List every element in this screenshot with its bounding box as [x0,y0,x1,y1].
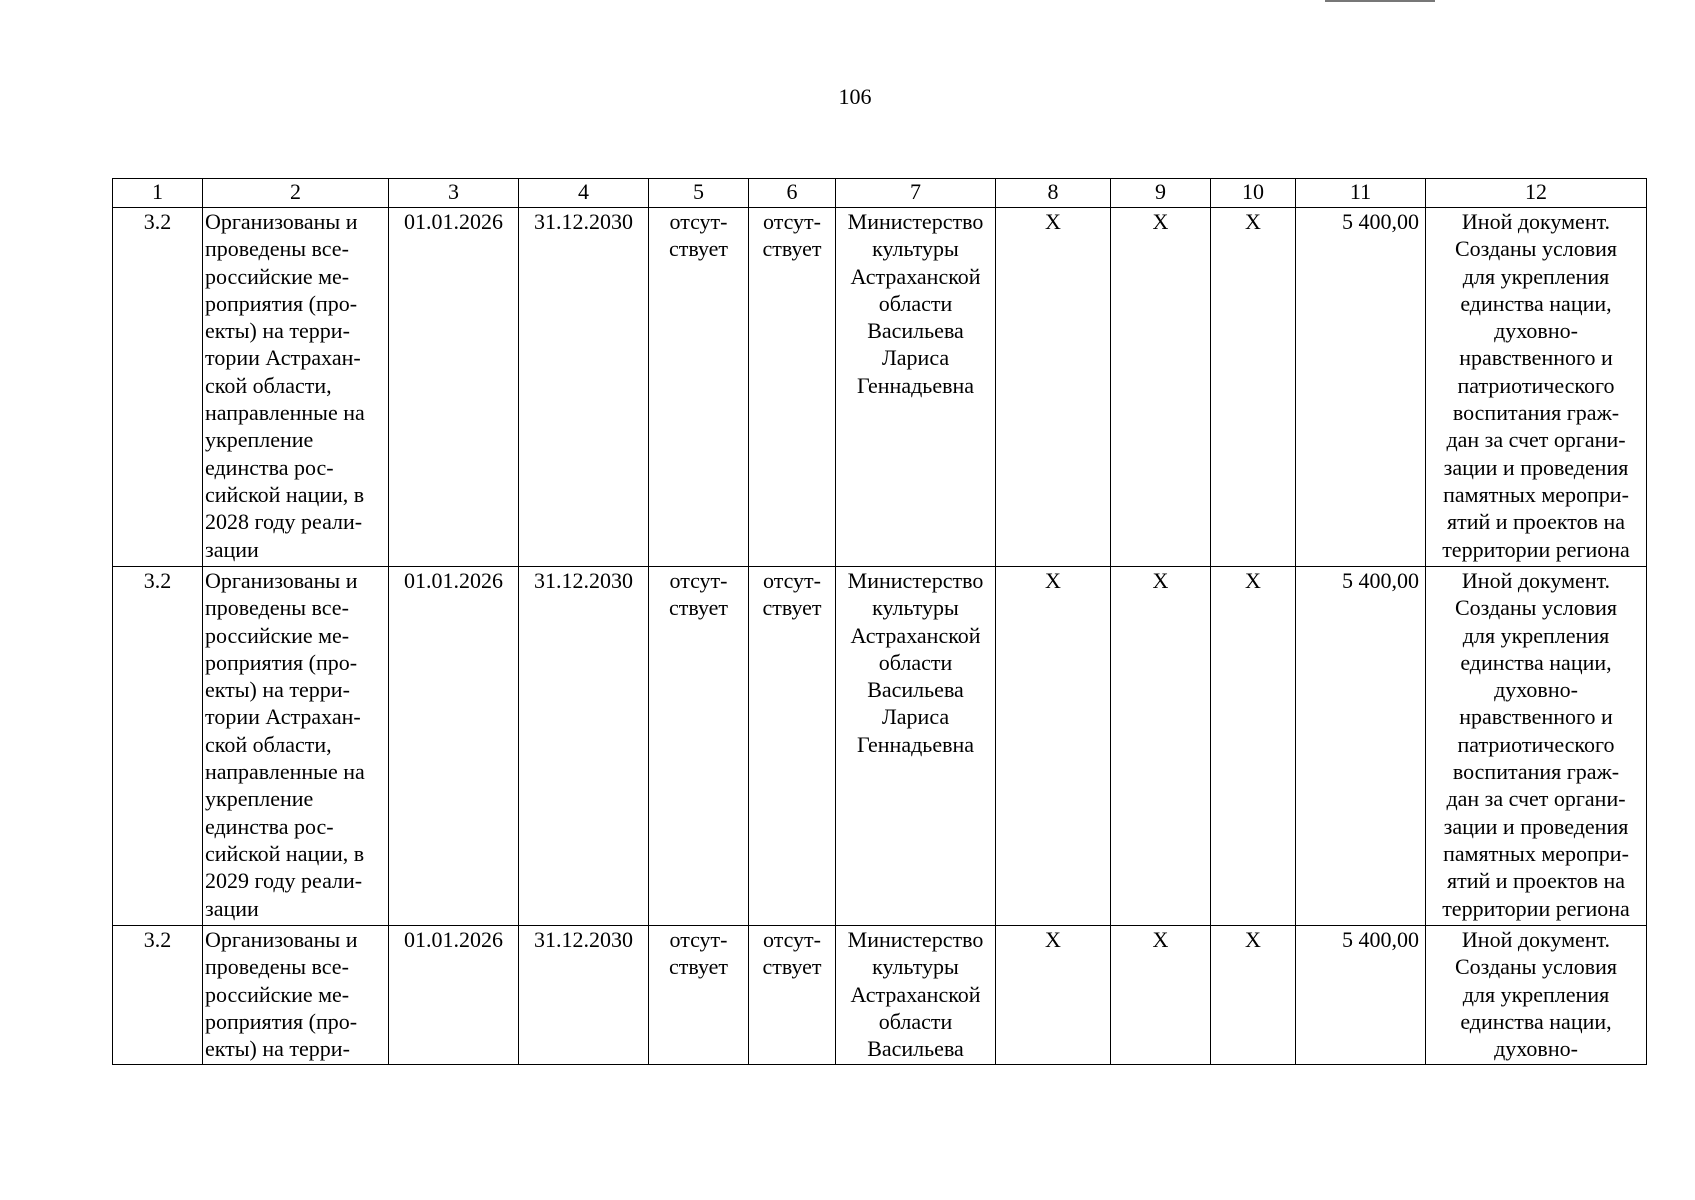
cell-text-line: российские ме- [205,622,350,648]
column-6-cell [749,567,836,926]
amount-cell: 5 400,00 [1296,926,1426,1065]
cell-text-line: дан за счет органи- [1446,427,1626,453]
column-10-cell: X [1211,567,1296,926]
document-cell [1426,926,1647,1065]
cell-text-line: воспитания граж- [1452,400,1620,426]
column-header: 6 [749,179,836,208]
cell-text-line: нравственного и [1459,704,1613,730]
cell-text-line: екты) на терри- [205,1036,350,1062]
cell-text-line: Иной документ. [1461,568,1611,593]
cell-text-line: Астраханской [850,981,981,1007]
column-header: 4 [519,179,649,208]
row-number-cell: 3.2 [113,567,203,926]
cell-text-line: ствует [668,236,729,262]
cell-text-line: Васильева [867,1036,964,1062]
cell-text-line: ятий и проектов на [1446,868,1625,894]
cell-text-line: ствует [762,595,822,621]
cell-text-line: направленные на [205,759,365,785]
cell-text-line: духовно- [1494,677,1578,703]
cell-text-line: культуры [872,595,959,621]
cell-text-line: Министерство [847,927,984,952]
cell-text-line: российские ме- [205,981,350,1007]
cell-text-line: 2029 году реали- [205,868,363,894]
amount-cell: 5 400,00 [1296,567,1426,926]
cell-text-line: проведены все- [205,595,349,621]
column-6-cell [749,926,836,1065]
cell-text-line: отсут- [669,209,728,234]
cell-text-line: духовно- [1494,1036,1578,1062]
cell-text-line: проведены все- [205,236,349,262]
cell-text-line: ствует [762,954,822,980]
cell-text-line: культуры [872,954,959,980]
column-8-cell: X [996,208,1111,567]
cell-text-line: дан за счет органи- [1446,786,1626,812]
cell-text-line: Геннадьевна [856,372,975,398]
cell-text-line: отсут- [669,568,728,593]
row-number-cell: 3.2 [113,208,203,567]
cell-text-line: Васильева [867,677,964,703]
cell-text-line: Иной документ. [1461,209,1611,234]
cell-text-line: области [878,1008,953,1034]
cell-text-line: Созданы условия [1454,595,1617,621]
row-number-cell: 3.2 [113,926,203,1065]
cell-text-line: Астраханской [850,622,981,648]
cell-text-line: единства рос- [205,813,334,839]
cell-text-line: ской области, [205,372,332,398]
amount-cell: 5 400,00 [1296,208,1426,567]
start-date-cell: 01.01.2026 [389,567,519,926]
column-header: 9 [1111,179,1211,208]
column-9-cell: X [1111,567,1211,926]
cell-text-line: единства нации, [1460,649,1612,675]
cell-text-line: Геннадьевна [856,731,975,757]
cell-text-line: территории региона [1442,536,1630,562]
cell-text-line: Организованы и [205,209,358,234]
table-row [113,208,1647,567]
result-description-cell [203,567,389,926]
cell-text-line: сийской нации, в [205,840,365,866]
start-date-cell: 01.01.2026 [389,208,519,567]
page-number: 106 [838,84,872,109]
cell-text-line: сийской нации, в [205,481,365,507]
cell-text-line: зации и проведения [1443,813,1629,839]
plan-table [112,178,1647,1065]
column-5-cell [649,208,749,567]
cell-text-line: Министерство [847,209,984,234]
table-body [113,208,1647,1065]
cell-text-line: патриотического [1457,372,1615,398]
column-header: 1 [113,179,203,208]
cell-text-line: единства нации, [1460,290,1612,316]
table-row [113,567,1647,926]
cell-text-line: проведены все- [205,954,349,980]
start-date-cell: 01.01.2026 [389,926,519,1065]
column-header: 11 [1296,179,1426,208]
cell-text-line: культуры [872,236,959,262]
end-date-cell: 31.12.2030 [519,567,649,926]
cell-text-line: екты) на терри- [205,677,350,703]
cell-text-line: области [878,649,953,675]
table-row [113,926,1647,1065]
cell-text-line: Созданы условия [1454,236,1617,262]
cell-text-line: 2028 году реали- [205,509,363,535]
column-header: 7 [836,179,996,208]
column-header: 10 [1211,179,1296,208]
end-date-cell: 31.12.2030 [519,926,649,1065]
cell-text-line: духовно- [1494,318,1578,344]
column-8-cell: X [996,926,1111,1065]
cell-text-line: зации и проведения [1443,454,1629,480]
cell-text-line: ятий и проектов на [1446,509,1625,535]
cell-text-line: патриотического [1457,731,1615,757]
cell-text-line: отсут- [762,927,821,952]
column-header: 12 [1426,179,1647,208]
cell-text-line: Созданы условия [1454,954,1617,980]
cell-text-line: роприятия (про- [205,290,358,316]
cell-text-line: направленные на [205,400,365,426]
cell-text-line: ской области, [205,731,332,757]
column-header: 8 [996,179,1111,208]
document-cell [1426,208,1647,567]
cell-text-line: тории Астрахан- [205,345,361,371]
column-5-cell [649,567,749,926]
column-header: 2 [203,179,389,208]
result-description-cell [203,208,389,567]
cell-text-line: для укрепления [1462,263,1610,289]
column-number-header-row [113,179,1647,208]
result-description-cell [203,926,389,1065]
cell-text-line: воспитания граж- [1452,759,1620,785]
cell-text-line: зации [205,895,259,921]
cell-text-line: памятных меропри- [1443,481,1629,507]
scan-artifact-line [1325,0,1435,2]
cell-text-line: отсут- [669,927,728,952]
cell-text-line: отсут- [762,568,821,593]
column-header: 5 [649,179,749,208]
column-9-cell: X [1111,208,1211,567]
cell-text-line: Лариса [881,704,950,730]
column-header: 3 [389,179,519,208]
cell-text-line: Организованы и [205,568,358,593]
responsible-cell [836,567,996,926]
cell-text-line: ствует [668,954,729,980]
column-9-cell: X [1111,926,1211,1065]
cell-text-line: укрепление [205,427,314,453]
cell-text-line: российские ме- [205,263,350,289]
cell-text-line: отсут- [762,209,821,234]
cell-text-line: Министерство [847,568,984,593]
cell-text-line: Организованы и [205,927,358,952]
cell-text-line: ствует [762,236,822,262]
responsible-cell [836,208,996,567]
cell-text-line: единства рос- [205,454,334,480]
column-5-cell [649,926,749,1065]
cell-text-line: екты) на терри- [205,318,350,344]
cell-text-line: Васильева [867,318,964,344]
column-10-cell: X [1211,208,1296,567]
cell-text-line: роприятия (про- [205,1008,358,1034]
end-date-cell: 31.12.2030 [519,208,649,567]
cell-text-line: Лариса [881,345,950,371]
column-6-cell [749,208,836,567]
cell-text-line: единства нации, [1460,1008,1612,1034]
column-8-cell: X [996,567,1111,926]
cell-text-line: роприятия (про- [205,649,358,675]
cell-text-line: ствует [668,595,729,621]
cell-text-line: территории региона [1442,895,1630,921]
cell-text-line: укрепление [205,786,314,812]
cell-text-line: тории Астрахан- [205,704,361,730]
cell-text-line: Иной документ. [1461,927,1611,952]
cell-text-line: Астраханской [850,263,981,289]
cell-text-line: нравственного и [1459,345,1613,371]
cell-text-line: памятных меропри- [1443,840,1629,866]
cell-text-line: области [878,290,953,316]
cell-text-line: зации [205,536,259,562]
cell-text-line: для укрепления [1462,981,1610,1007]
document-cell [1426,567,1647,926]
cell-text-line: для укрепления [1462,622,1610,648]
column-10-cell: X [1211,926,1296,1065]
responsible-cell [836,926,996,1065]
